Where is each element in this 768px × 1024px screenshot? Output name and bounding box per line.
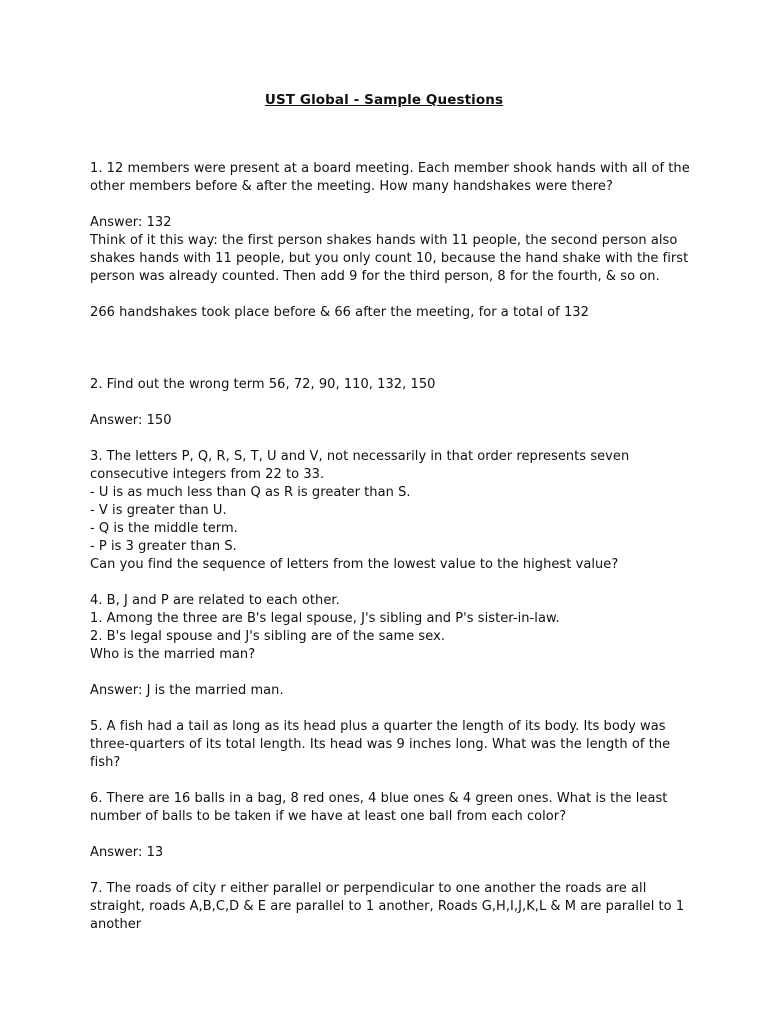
document-body xyxy=(90,160,690,934)
question-6 xyxy=(90,790,690,862)
question-text-line: 1. Among the three are B's legal spouse, J's sibling and P's sister-in-law. xyxy=(90,611,560,626)
answer-text: Answer: J is the married man. xyxy=(90,683,284,698)
question-text-line: number of balls to be taken if we have at least one ball from each color? xyxy=(90,809,567,824)
question-text-line: 5. A fish had a tail as long as its head plus a quarter the length of its body. Its body was xyxy=(90,719,666,734)
question-text-line: Can you find the sequence of letters from the lowest value to the highest value? xyxy=(90,557,619,572)
explanation-line: shakes hands with 11 people, but you only count 10, because the hand shake with the first xyxy=(90,251,689,266)
question-text-line: fish? xyxy=(90,755,121,770)
question-4 xyxy=(90,592,690,700)
question-text-line: 3. The letters P, Q, R, S, T, U and V, not necessarily in that order represents seven xyxy=(90,449,630,464)
question-text-line: 2. B's legal spouse and J's sibling are of the same sex. xyxy=(90,629,445,644)
question-5 xyxy=(90,718,690,772)
question-text-line: 6. There are 16 balls in a bag, 8 red ones, 4 blue ones & 4 green ones. What is the least xyxy=(90,791,668,806)
question-text-line: 4. B, J and P are related to each other. xyxy=(90,593,340,608)
explanation-line: Think of it this way: the first person shakes hands with 11 people, the second person also xyxy=(90,233,678,248)
question-1 xyxy=(90,160,690,322)
question-text-line: consecutive integers from 22 to 33. xyxy=(90,467,325,482)
question-text-line: - Q is the middle term. xyxy=(90,521,238,536)
document-title: UST Global - Sample Questions xyxy=(264,92,504,108)
question-text-line: straight, roads A,B,C,D & E are parallel to 1 another, Roads G,H,I,J,K,L & M are parallel to 1 xyxy=(90,899,685,914)
explanation-line: person was already counted. Then add 9 for the third person, 8 for the fourth, & so on. xyxy=(90,269,660,284)
question-text-line: 2. Find out the wrong term 56, 72, 90, 110, 132, 150 xyxy=(90,377,436,392)
question-2 xyxy=(90,376,690,430)
question-text-line: another xyxy=(90,917,142,932)
question-text-line: 1. 12 members were present at a board meeting. Each member shook hands with all of the xyxy=(90,161,690,176)
question-text-line: three-quarters of its total length. Its head was 9 inches long. What was the length of the xyxy=(90,737,671,752)
question-3 xyxy=(90,448,690,574)
question-text-line: - U is as much less than Q as R is greater than S. xyxy=(90,485,411,500)
question-text-line: - P is 3 greater than S. xyxy=(90,539,237,554)
answer-text: Answer: 150 xyxy=(90,413,172,428)
question-7 xyxy=(90,880,690,934)
answer-text: Answer: 132 xyxy=(90,215,172,230)
question-text-line: 7. The roads of city r either parallel or perpendicular to one another the roads are all xyxy=(90,881,647,896)
question-text-line: - V is greater than U. xyxy=(90,503,227,518)
question-text-line: Who is the married man? xyxy=(90,647,256,662)
question-text-line: other members before & after the meeting. How many handshakes were there? xyxy=(90,179,613,194)
explanation-summary: 266 handshakes took place before & 66 after the meeting, for a total of 132 xyxy=(90,305,589,320)
answer-text: Answer: 13 xyxy=(90,845,164,860)
